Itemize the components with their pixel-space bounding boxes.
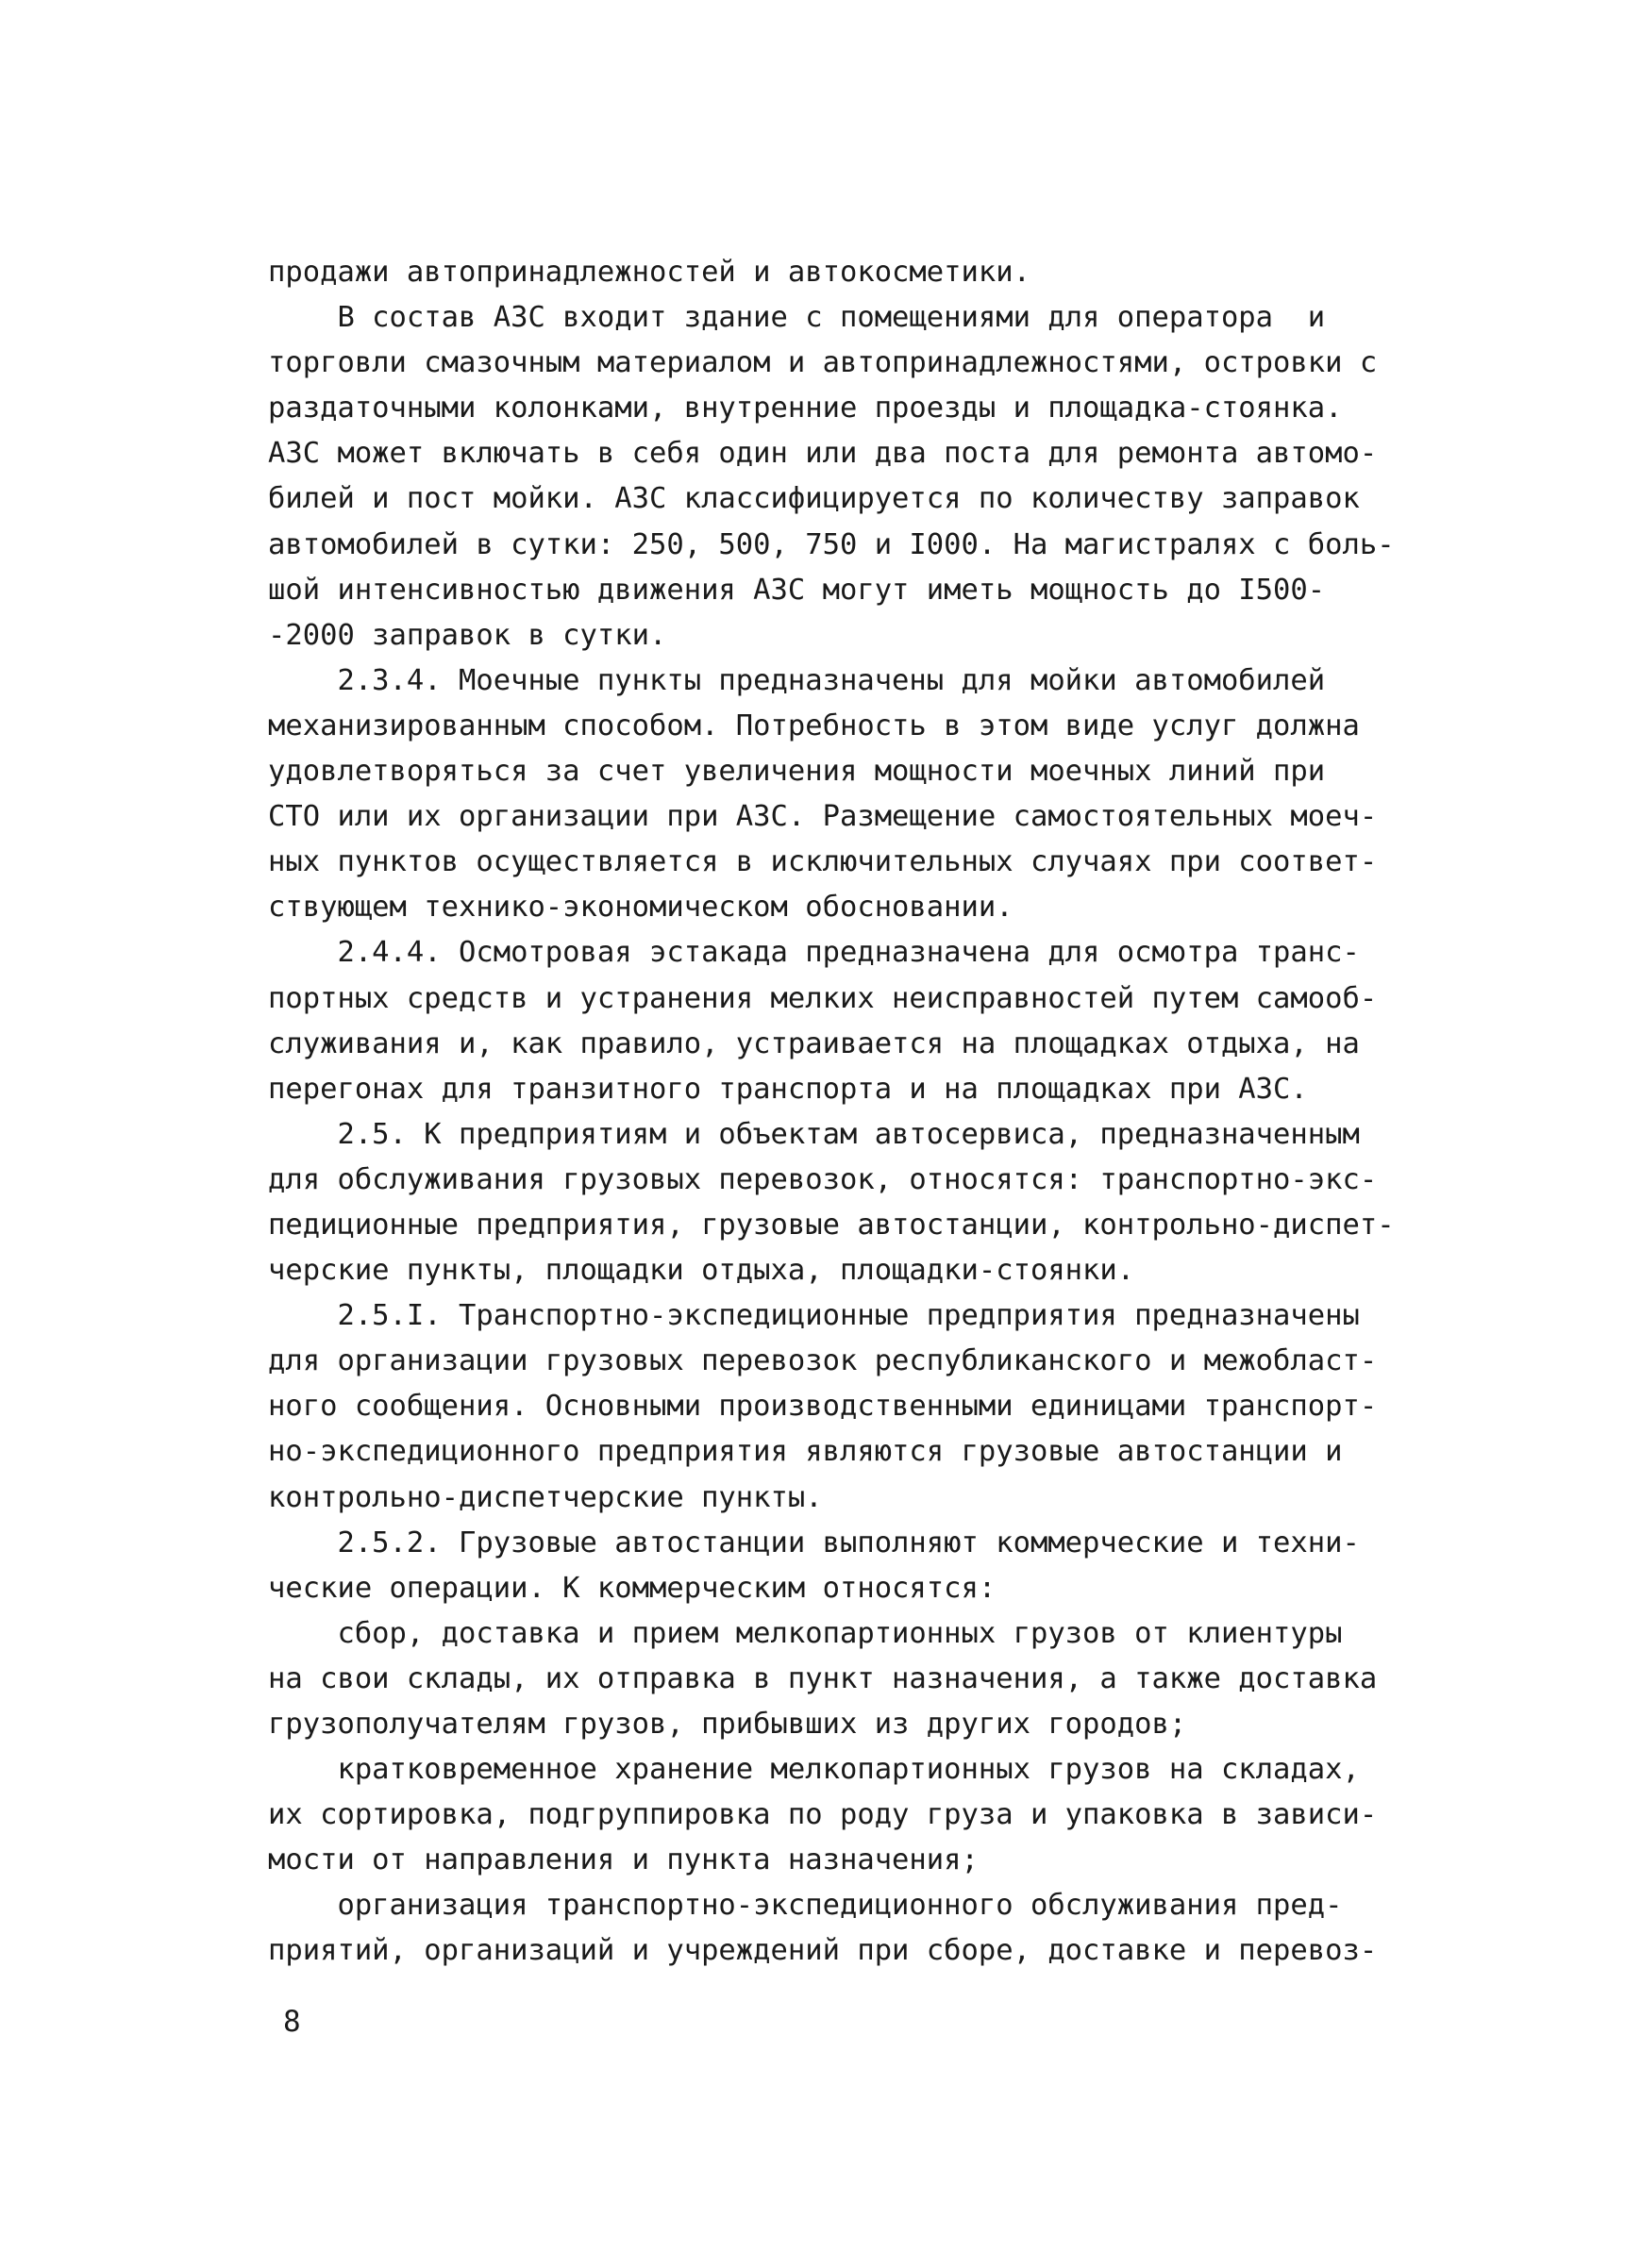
page-number: 8	[283, 2005, 301, 2039]
body-text	[268, 250, 1438, 1975]
text-line: 2.5.I. Транспортно-экспедиционные предприятия предназначены	[268, 1299, 1360, 1333]
text-line: продажи автопринадлежностей и автокосметики.	[268, 256, 1030, 289]
text-line: сбор, доставка и прием мелкопартионных грузов от клиентуры	[268, 1616, 1343, 1650]
text-line: 2.4.4. Осмотровая эстакада предназначена для осмотра транс-	[268, 936, 1360, 970]
text-line: черские пункты, площадки отдыха, площадки-стоянки.	[268, 1254, 1135, 1288]
text-line: перегонах для транзитного транспорта и на площадках при АЗС.	[268, 1072, 1308, 1106]
text-line: их сортировка, подгруппировка по роду груза и упаковка в зависи-	[268, 1798, 1378, 1832]
text-line: кратковременное хранение мелкопартионных грузов на складах,	[268, 1753, 1360, 1787]
text-line: портных средств и устранения мелких неисправностей путем самооб-	[268, 981, 1378, 1015]
text-line: ческие операции. К коммерческим относятся:	[268, 1571, 997, 1605]
text-line: мости от направления и пункта назначения;	[268, 1843, 979, 1877]
text-line: 2.3.4. Моечные пункты предназначены для мойки автомобилей	[268, 663, 1326, 697]
text-line: СТО или их организации при АЗС. Размещение самостоятельных моеч-	[268, 800, 1378, 834]
text-line: на свои склады, их отправка в пункт назначения, а также доставка	[268, 1661, 1378, 1695]
text-line: организация транспортно-экспедиционного обслуживания пред-	[268, 1889, 1343, 1923]
text-line: для обслуживания грузовых перевозок, относятся: транспортно-экс-	[268, 1162, 1378, 1196]
text-line: раздаточными колонками, внутренние проезды и площадка-стоянка.	[268, 392, 1343, 425]
text-line: билей и пост мойки. АЗС классифицируется по количеству заправок	[268, 482, 1360, 516]
text-line: механизированным способом. Потребность в этом виде услуг должна	[268, 709, 1360, 742]
text-line: торговли смазочным материалом и автопринадлежностями, островки с	[268, 346, 1378, 380]
text-line: В состав АЗС входит здание с помещениями для оператора и	[268, 301, 1326, 335]
text-line: для организации грузовых перевозок республиканского и межобласт-	[268, 1344, 1378, 1378]
text-line: шой интенсивностью движения АЗС могут иметь мощность до I500-	[268, 573, 1326, 607]
text-line: 2.5. К предприятиям и объектам автосервиса, предназначенным	[268, 1117, 1360, 1151]
text-line: 2.5.2. Грузовые автостанции выполняют коммерческие и техни-	[268, 1526, 1360, 1559]
text-line: но-экспедиционного предприятия являются грузовые автостанции и	[268, 1435, 1343, 1469]
text-line: -2000 заправок в сутки.	[268, 618, 667, 652]
text-line: служивания и, как правило, устраивается на площадках отдыха, на	[268, 1026, 1360, 1060]
text-line: ных пунктов осуществляется в исключительных случаях при соответ-	[268, 845, 1378, 879]
text-line: педиционные предприятия, грузовые автостанции, контрольно-диспет-	[268, 1208, 1395, 1242]
text-line: автомобилей в сутки: 250, 500, 750 и I000. На магистралях с боль-	[268, 527, 1395, 561]
text-line: АЗС может включать в себя один или два поста для ремонта автомо-	[268, 437, 1378, 471]
text-line: ствующем технико-экономическом обосновании.	[268, 891, 1014, 925]
text-line: приятий, организаций и учреждений при сборе, доставке и перевоз-	[268, 1934, 1378, 1968]
text-line: контрольно-диспетчерские пункты.	[268, 1480, 823, 1514]
text-line: удовлетворяться за счет увеличения мощности моечных линий при	[268, 755, 1326, 789]
text-line: грузополучателям грузов, прибывших из других городов;	[268, 1708, 1187, 1741]
text-line: ного сообщения. Основными производственными единицами транспорт-	[268, 1390, 1378, 1424]
